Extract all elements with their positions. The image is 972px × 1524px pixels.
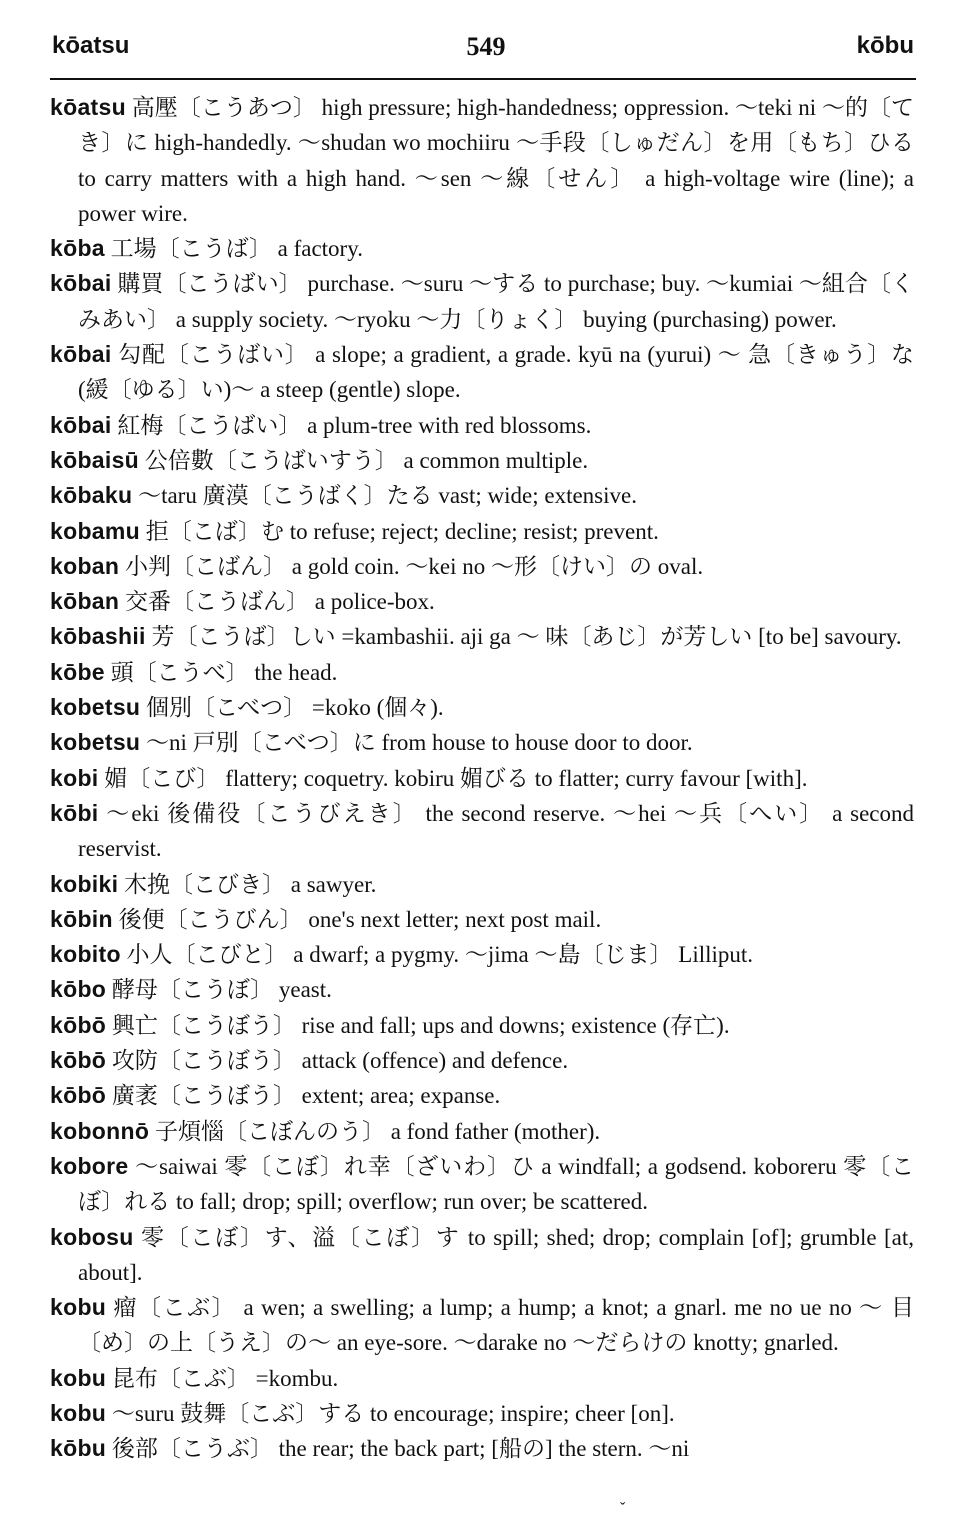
header-rule — [50, 78, 916, 80]
page-number: 549 — [466, 32, 506, 61]
entry-headword: kobonnō — [50, 1117, 150, 1144]
stray-mark: ˇ — [620, 1500, 626, 1517]
dictionary-entry — [50, 443, 914, 478]
entry-headword: kōbashii — [50, 623, 146, 650]
entry-definition: 子煩惱〔こぼんのう〕 a fond father (mother). — [154, 1118, 601, 1144]
entry-headword: kobetsu — [50, 694, 141, 721]
entry-definition: 交番〔こうばん〕 a police-box. — [124, 589, 435, 615]
entry-headword: kōba — [50, 235, 105, 262]
entry-definition: ～ni 戸別〔こべつ〕に from house to house door to door. — [146, 730, 693, 756]
entry-headword: kobu — [50, 1364, 107, 1391]
dictionary-entry — [50, 619, 914, 654]
entry-definition: 酵母〔こうぼ〕 yeast. — [111, 977, 332, 1003]
entry-headword: kobito — [50, 941, 121, 968]
entry-headword: kobore — [50, 1152, 129, 1179]
entry-headword: kōbō — [50, 1082, 107, 1109]
dictionary-entry — [50, 972, 914, 1007]
entry-headword: kōbaisū — [50, 446, 140, 473]
entry-definition: 後部〔こうぶ〕 the rear; the back part; [船の] the stern. ～ni — [111, 1436, 690, 1462]
dictionary-entry — [50, 1396, 914, 1431]
entry-definition: 廣袤〔こうぼう〕 extent; area; expanse. — [111, 1083, 501, 1109]
entry-definition: 瘤〔こぶ〕 a wen; a swelling; a lump; a hump; a knot; a gnarl. me no ue no ～ 目〔め〕の上〔うえ〕の～ an eye-sore. ～darake no ～だらけの knotty; gnarled. — [78, 1295, 915, 1356]
entry-headword: kōbu — [50, 1435, 107, 1462]
dictionary-entry — [50, 1361, 914, 1396]
entry-definition: 頭〔こうべ〕 the head. — [110, 659, 338, 685]
entry-definition: 昆布〔こぶ〕 =kombu. — [111, 1365, 339, 1391]
entry-headword: kōbai — [50, 411, 112, 438]
dictionary-entry — [50, 514, 914, 549]
entry-definition: 勾配〔こうばい〕 a slope; a gradient, a grade. kyū na (yurui) ～ 急〔きゅう〕な(緩〔ゆる〕い)～ a steep (gentle) slope. — [78, 342, 914, 403]
dictionary-entry — [50, 266, 914, 337]
entry-headword: kōbaku — [50, 482, 133, 509]
dictionary-entry — [50, 1114, 914, 1149]
dictionary-entry — [50, 690, 914, 725]
dictionary-entry — [50, 761, 914, 796]
entry-headword: kōbin — [50, 905, 113, 932]
entry-definition: 購買〔こうばい〕 purchase. ～suru ～する to purchase; buy. ～kumiai ～組合〔くみあい〕 a supply society. ～ryoku ～力〔りょく〕 buying (purchasing) power. — [78, 271, 915, 332]
entry-definition: 後便〔こうびん〕 one's next letter; next post mail. — [118, 906, 602, 932]
entry-definition: 小人〔こびと〕 a dwarf; a pygmy. ～jima ～島〔じま〕 Lilliput. — [126, 942, 754, 968]
entry-headword: kōatsu — [50, 94, 126, 120]
dictionary-entry — [50, 337, 914, 408]
dictionary-entry — [50, 549, 914, 584]
entry-definition: 木挽〔こびき〕 a sawyer. — [124, 871, 377, 897]
dictionary-entry — [50, 1008, 914, 1043]
dictionary-entry — [50, 867, 914, 902]
entry-headword: kobu — [50, 1294, 107, 1321]
entry-definition: 高壓〔こうあつ〕 high pressure; high-handedness; oppression. ～teki ni ～的〔てき〕に high-handedly. ～shudan wo mochiiru ～手段〔しゅだん〕を用〔もち〕ひる to carry matters with a high hand. ～sen ～線〔せん〕 a high-voltage wire (line); a power wire. — [78, 95, 915, 226]
dictionary-entry — [50, 1043, 914, 1078]
entry-definition: 攻防〔こうぼう〕 attack (offence) and defence. — [111, 1048, 569, 1074]
dictionary-entry — [50, 902, 914, 937]
dictionary-entry — [50, 90, 914, 231]
entry-headword: kōban — [50, 588, 120, 615]
dictionary-entry — [50, 655, 914, 690]
dictionary-entry — [50, 1078, 914, 1113]
left-guide-word: kōatsu — [52, 32, 130, 59]
entry-headword: kōbai — [50, 341, 112, 368]
entry-headword: kōbō — [50, 1011, 107, 1038]
entry-definition: 工場〔こうば〕 a factory. — [110, 236, 363, 262]
entry-headword: koban — [50, 552, 120, 579]
entry-headword: kōbō — [50, 1047, 107, 1074]
entry-definition: 媚〔こび〕 flattery; coquetry. kobiru 媚びる to flatter; curry favour [with]. — [104, 765, 808, 791]
dictionary-entry — [50, 937, 914, 972]
dictionary-entry — [50, 478, 914, 513]
entry-definition: ～suru 鼓舞〔こぶ〕する to encourage; inspire; cheer [on]. — [111, 1400, 675, 1426]
entry-headword: kōbe — [50, 658, 105, 685]
entry-headword: kobu — [50, 1399, 107, 1426]
entry-headword: kōbai — [50, 270, 112, 297]
dictionary-entry — [50, 1290, 914, 1361]
entry-definition: 芳〔こうば〕しい =kambashii. aji ga ～ 味〔あじ〕が芳しい [to be] savoury. — [151, 624, 902, 650]
dictionary-entry — [50, 1431, 914, 1466]
entry-definition: 紅梅〔こうばい〕 a plum-tree with red blossoms. — [117, 412, 592, 438]
entry-headword: kobetsu — [50, 729, 141, 756]
dictionary-entry — [50, 796, 914, 867]
entry-headword: kobi — [50, 764, 99, 791]
entry-list — [50, 90, 914, 1467]
entry-headword: kōbi — [50, 799, 99, 826]
entry-headword: kobosu — [50, 1223, 134, 1250]
entry-definition: 小判〔こばん〕 a gold coin. ～kei no ～形〔けい〕の oval. — [124, 553, 704, 579]
entry-definition: 拒〔こば〕む to refuse; reject; decline; resist; prevent. — [145, 518, 659, 544]
entry-definition: 零〔こぼ〕す、溢〔こぼ〕す to spill; shed; drop; complain [of]; grumble [at, about]. — [78, 1224, 915, 1285]
entry-definition: 公倍數〔こうばいすう〕 a common multiple. — [144, 447, 589, 473]
dictionary-entry — [50, 1149, 914, 1220]
dictionary-entry — [50, 725, 914, 760]
entry-definition: 興亡〔こうぼう〕 rise and fall; ups and downs; existence (存亡). — [111, 1012, 730, 1038]
entry-headword: kobiki — [50, 870, 119, 897]
entry-definition: ～eki 後備役〔こうびえき〕 the second reserve. ～hei ～兵〔へい〕 a second reservist. — [78, 800, 915, 862]
dictionary-entry — [50, 408, 914, 443]
entry-definition: 個別〔こべつ〕 =koko (個々). — [146, 695, 444, 721]
dictionary-entry — [50, 1220, 914, 1291]
dictionary-entry — [50, 584, 914, 619]
entry-headword: kōbo — [50, 976, 107, 1003]
entry-headword: kobamu — [50, 517, 140, 544]
right-guide-word: kōbu — [856, 32, 914, 59]
dictionary-entry — [50, 231, 914, 266]
entry-definition: ～taru 廣漠〔こうばく〕たる vast; wide; extensive. — [138, 483, 637, 509]
entry-definition: ～saiwai 零〔こぼ〕れ幸〔ざいわ〕ひ a windfall; a godsend. koboreru 零〔こぼ〕れる to fall; drop; spill; overflow; run over; be scattered. — [78, 1153, 914, 1215]
